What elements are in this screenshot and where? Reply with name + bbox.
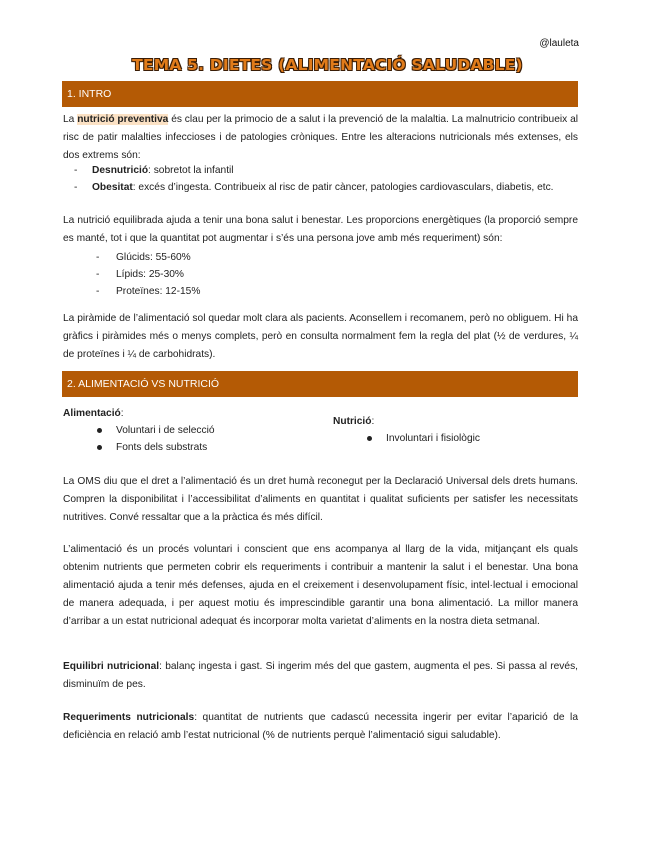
bullet-icon: [367, 436, 372, 441]
dash-marker: -: [96, 252, 100, 263]
alimentacio-item: Fonts dels substrats: [116, 442, 208, 453]
dash-marker: -: [96, 286, 100, 297]
bullet-icon: [97, 428, 102, 433]
nutricio-label: Nutrició:: [333, 416, 375, 427]
list-item-desnutricio: Desnutrició: sobretot la infantil: [92, 165, 234, 176]
intro-paragraph: La nutrició preventiva és clau per la primocio de a salut i la prevenció de la malaltia. La malnutricio contribueix al risc de patir malalties infeccioses i de patologies cròniques. Entre les alteracions nutricionals més extenses, els dos extrems són:: [63, 114, 579, 161]
page-title: TEMA 5. DIETES (ALIMENTACIÓ SALUDABLE): [132, 56, 523, 74]
list-item-glucids: Glúcids: 55-60%: [116, 252, 191, 263]
pyramid-paragraph: La piràmide de l’alimentació sol quedar molt clara als pacients. Aconsellem i recomanem, però no obliguem. Hi ha gràfics i piràmides més o menys complets, però en consulta normalment fem la regla del plat (½ de verdures, ¼ de proteïnes i ¼ de carbohidrats).: [63, 313, 578, 360]
oms-paragraph: La OMS diu que el dret a l’alimentació és un dret humà reconegut per la Declaració Universal dels drets humans. Compren la disponibilitat i l’accessibilitat d’aliments en quantitat i qualitat suficients per satisfer les necessitats nutritives. Convé ressaltar que a la pràctica és més difícil.: [63, 476, 578, 523]
equilibri-paragraph: Equilibri nutricional: balanç ingesta i gast. Si ingerim més del que gastem, augmenta el pes. Si passa al revés, disminuïm de pes.: [63, 661, 578, 690]
requeriments-paragraph: Requeriments nutricionals: quantitat de nutrients que cadascú necessita ingerir per evitar l’aparició de la deficiència en relació amb l’estat nutricional (% de nutrients perquè l’alimentació sigui saludable).: [63, 712, 578, 741]
section-heading-alimentacio-vs-nutricio: 2. ALIMENTACIÓ VS NUTRICIÓ: [62, 371, 578, 397]
dash-marker: -: [74, 165, 78, 176]
dash-marker: -: [74, 182, 78, 193]
dash-marker: -: [96, 269, 100, 280]
list-item-lipids: Lípids: 25-30%: [116, 269, 184, 280]
highlight-nutricio-preventiva: nutrició preventiva: [77, 114, 169, 125]
balanced-nutrition-paragraph: La nutrició equilibrada ajuda a tenir una bona salut i benestar. Les proporcions energètiques (la proporció sempre es manté, tot i que la quantitat pot augmentar i s’és una persona jove amb més requeriment) són:: [63, 215, 578, 244]
alimentacio-paragraph: L’alimentació és un procés voluntari i conscient que ens acompanya al llarg de la vida, mitjançant els quals obtenim nutrients que permeten cobrir els requeriments i contribuir a mantenir la salut i el benestar. Una bona alimentació ajuda a tenir més defenses, ajuda en el creixement i desenvolupament físic, intel·lectual i emocional de manera adequada, i per aquest motiu és imprescindible garantir una bona alimentació. La millor manera d’arribar a un estat nutricional adequat és incorporar molta varietat d’aliments en la nostra dieta setmanal.: [63, 544, 578, 627]
bullet-icon: [97, 445, 102, 450]
nutricio-item: Involuntari i fisiològic: [386, 433, 480, 444]
list-item-proteines: Proteïnes: 12-15%: [116, 286, 201, 297]
section-heading-intro: 1. INTRO: [62, 81, 578, 107]
author-handle: @lauleta: [539, 38, 579, 49]
alimentacio-label: Alimentació:: [63, 408, 124, 419]
list-item-obesitat: Obesitat: excés d’ingesta. Contribueix al risc de patir càncer, patologies cardiovasculars, diabetis, etc.: [92, 182, 554, 193]
alimentacio-item: Voluntari i de selecció: [116, 425, 215, 436]
